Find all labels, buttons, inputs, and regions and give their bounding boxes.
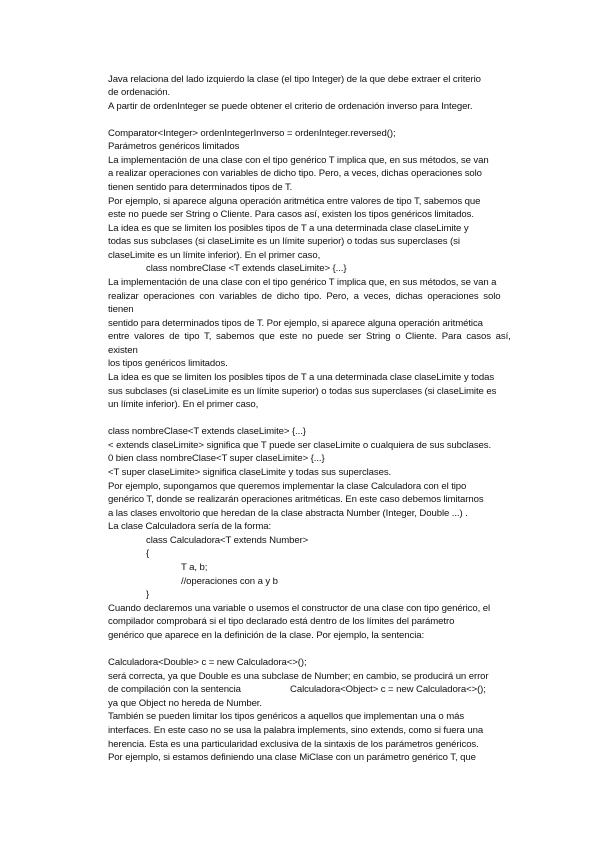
code-line: Calculadora<Object> c = new Calculadora<>(); [290, 684, 486, 695]
text-line: de ordenación. [108, 87, 171, 98]
text-line: genérico que aparece en la definición de la clase. Por ejemplo, la sentencia: [108, 630, 425, 641]
text-line: También se pueden limitar los tipos genéricos a aquellos que implementan una o más [108, 711, 465, 722]
text-line: existen [108, 345, 138, 356]
text-line: La idea es que se limiten los posibles tipos de T a una determinada clase claseLimite y todas [108, 372, 495, 383]
text-line: Por ejemplo, si estamos definiendo una clase MiClase con un parámetro genérico T, que [108, 752, 476, 763]
text-line: claseLimite es un límite inferior). En el primer caso, [108, 250, 321, 261]
text-line: a realizar operaciones con variables de dicho tipo. Pero, a veces, dichas operaciones solo [108, 168, 482, 179]
code-line: Comparator<Integer> ordenIntegerInverso = ordenInteger.reversed(); [108, 128, 396, 139]
text-line: ya que Object no hereda de Number. [108, 698, 262, 709]
code-line: class nombreClase<T extends claseLimite> {...} [108, 426, 306, 437]
code-line: //operaciones con a y b [181, 576, 278, 587]
text-line: <T super claseLimite> significa claseLimite y todas sus superclases. [108, 467, 392, 478]
code-line: { [146, 548, 150, 559]
text-line: compilador comprobará si el tipo declarado está dentro de los límites del parámetro [108, 616, 455, 627]
text-line: realizar operaciones con variables de dicho tipo. Pero, a veces, dichas operaciones solo [108, 291, 501, 302]
text-line: < extends claseLimite> significa que T puede ser claseLimite o cualquiera de sus subclases. [108, 440, 492, 451]
text-line: A partir de ordenInteger se puede obtener el criterio de ordenación inverso para Integer. [108, 101, 473, 112]
text-line: los tipos genéricos limitados. [108, 358, 228, 369]
text-line: genérico T, donde se realizarán operaciones aritméticas. En este caso debemos limitarnos [108, 494, 484, 505]
text-line: de compilación con la sentencia [108, 684, 241, 695]
text-line: Por ejemplo, si aparece alguna operación aritmética entre valores de tipo T, sabemos que [108, 196, 481, 207]
code-line: } [146, 589, 150, 600]
text-line: La idea es que se limiten los posibles tipos de T a una determinada clase claseLimite y [108, 223, 469, 234]
text-line: La implementación de una clase con el tipo genérico T implica que, en sus métodos, se van a [108, 277, 497, 288]
text-line: Cuando declaremos una variable o usemos el constructor de una clase con tipo genérico, el [108, 603, 491, 614]
text-line: sentido para determinados tipos de T. Por ejemplo, si aparece alguna operación aritmética [108, 318, 483, 329]
code-line: class Calculadora<T extends Number> [146, 535, 309, 546]
text-line: entre valores de tipo T, sabemos que este no puede ser String o Cliente. Para casos así, [108, 331, 511, 342]
text-line: este no puede ser String o Cliente. Para casos así, existen los tipos genéricos limitados. [108, 209, 474, 220]
text-line: un límite inferior). En el primer caso, [108, 399, 259, 410]
text-line: a las clases envoltorio que heredan de la clase abstracta Number (Integer, Double ...) . [108, 508, 468, 519]
code-line: T a, b; [181, 562, 208, 573]
text-line: 0 bien class nombreClase<T super claseLimite> {...} [108, 453, 325, 464]
text-line: La implementación de una clase con el tipo genérico T implica que, en sus métodos, se van [108, 155, 489, 166]
text-line: interfaces. En este caso no se usa la palabra implements, sino extends, como si fuera una [108, 725, 484, 736]
code-line: Calculadora<Double> c = new Calculadora<>(); [108, 657, 307, 668]
text-line: La clase Calculadora sería de la forma: [108, 521, 272, 532]
text-line: todas sus subclases (si claseLimite es un límite superior) o todas sus superclases (si [108, 236, 460, 247]
text-line: será correcta, ya que Double es una subclase de Number; en cambio, se producirá un error [108, 671, 489, 682]
text-line: Por ejemplo, supongamos que queremos implementar la clase Calculadora con el tipo [108, 481, 467, 492]
code-line: class nombreClase <T extends claseLimite> {...} [146, 263, 347, 274]
text-line: herencia. Esta es una particularidad exclusiva de la sintaxis de los parámetros genéricos. [108, 739, 479, 750]
text-line: tienen sentido para determinados tipos de T. [108, 182, 293, 193]
text-line: tienen [108, 304, 134, 315]
text-line: sus subclases (si claseLimite es un límite superior) o todas sus superclases (si claseLimite es [108, 386, 497, 397]
text-line: Java relaciona del lado izquierdo la clase (el tipo Integer) de la que debe extraer el criterio [108, 74, 481, 85]
section-heading: Parámetros genéricos limitados [108, 141, 240, 152]
